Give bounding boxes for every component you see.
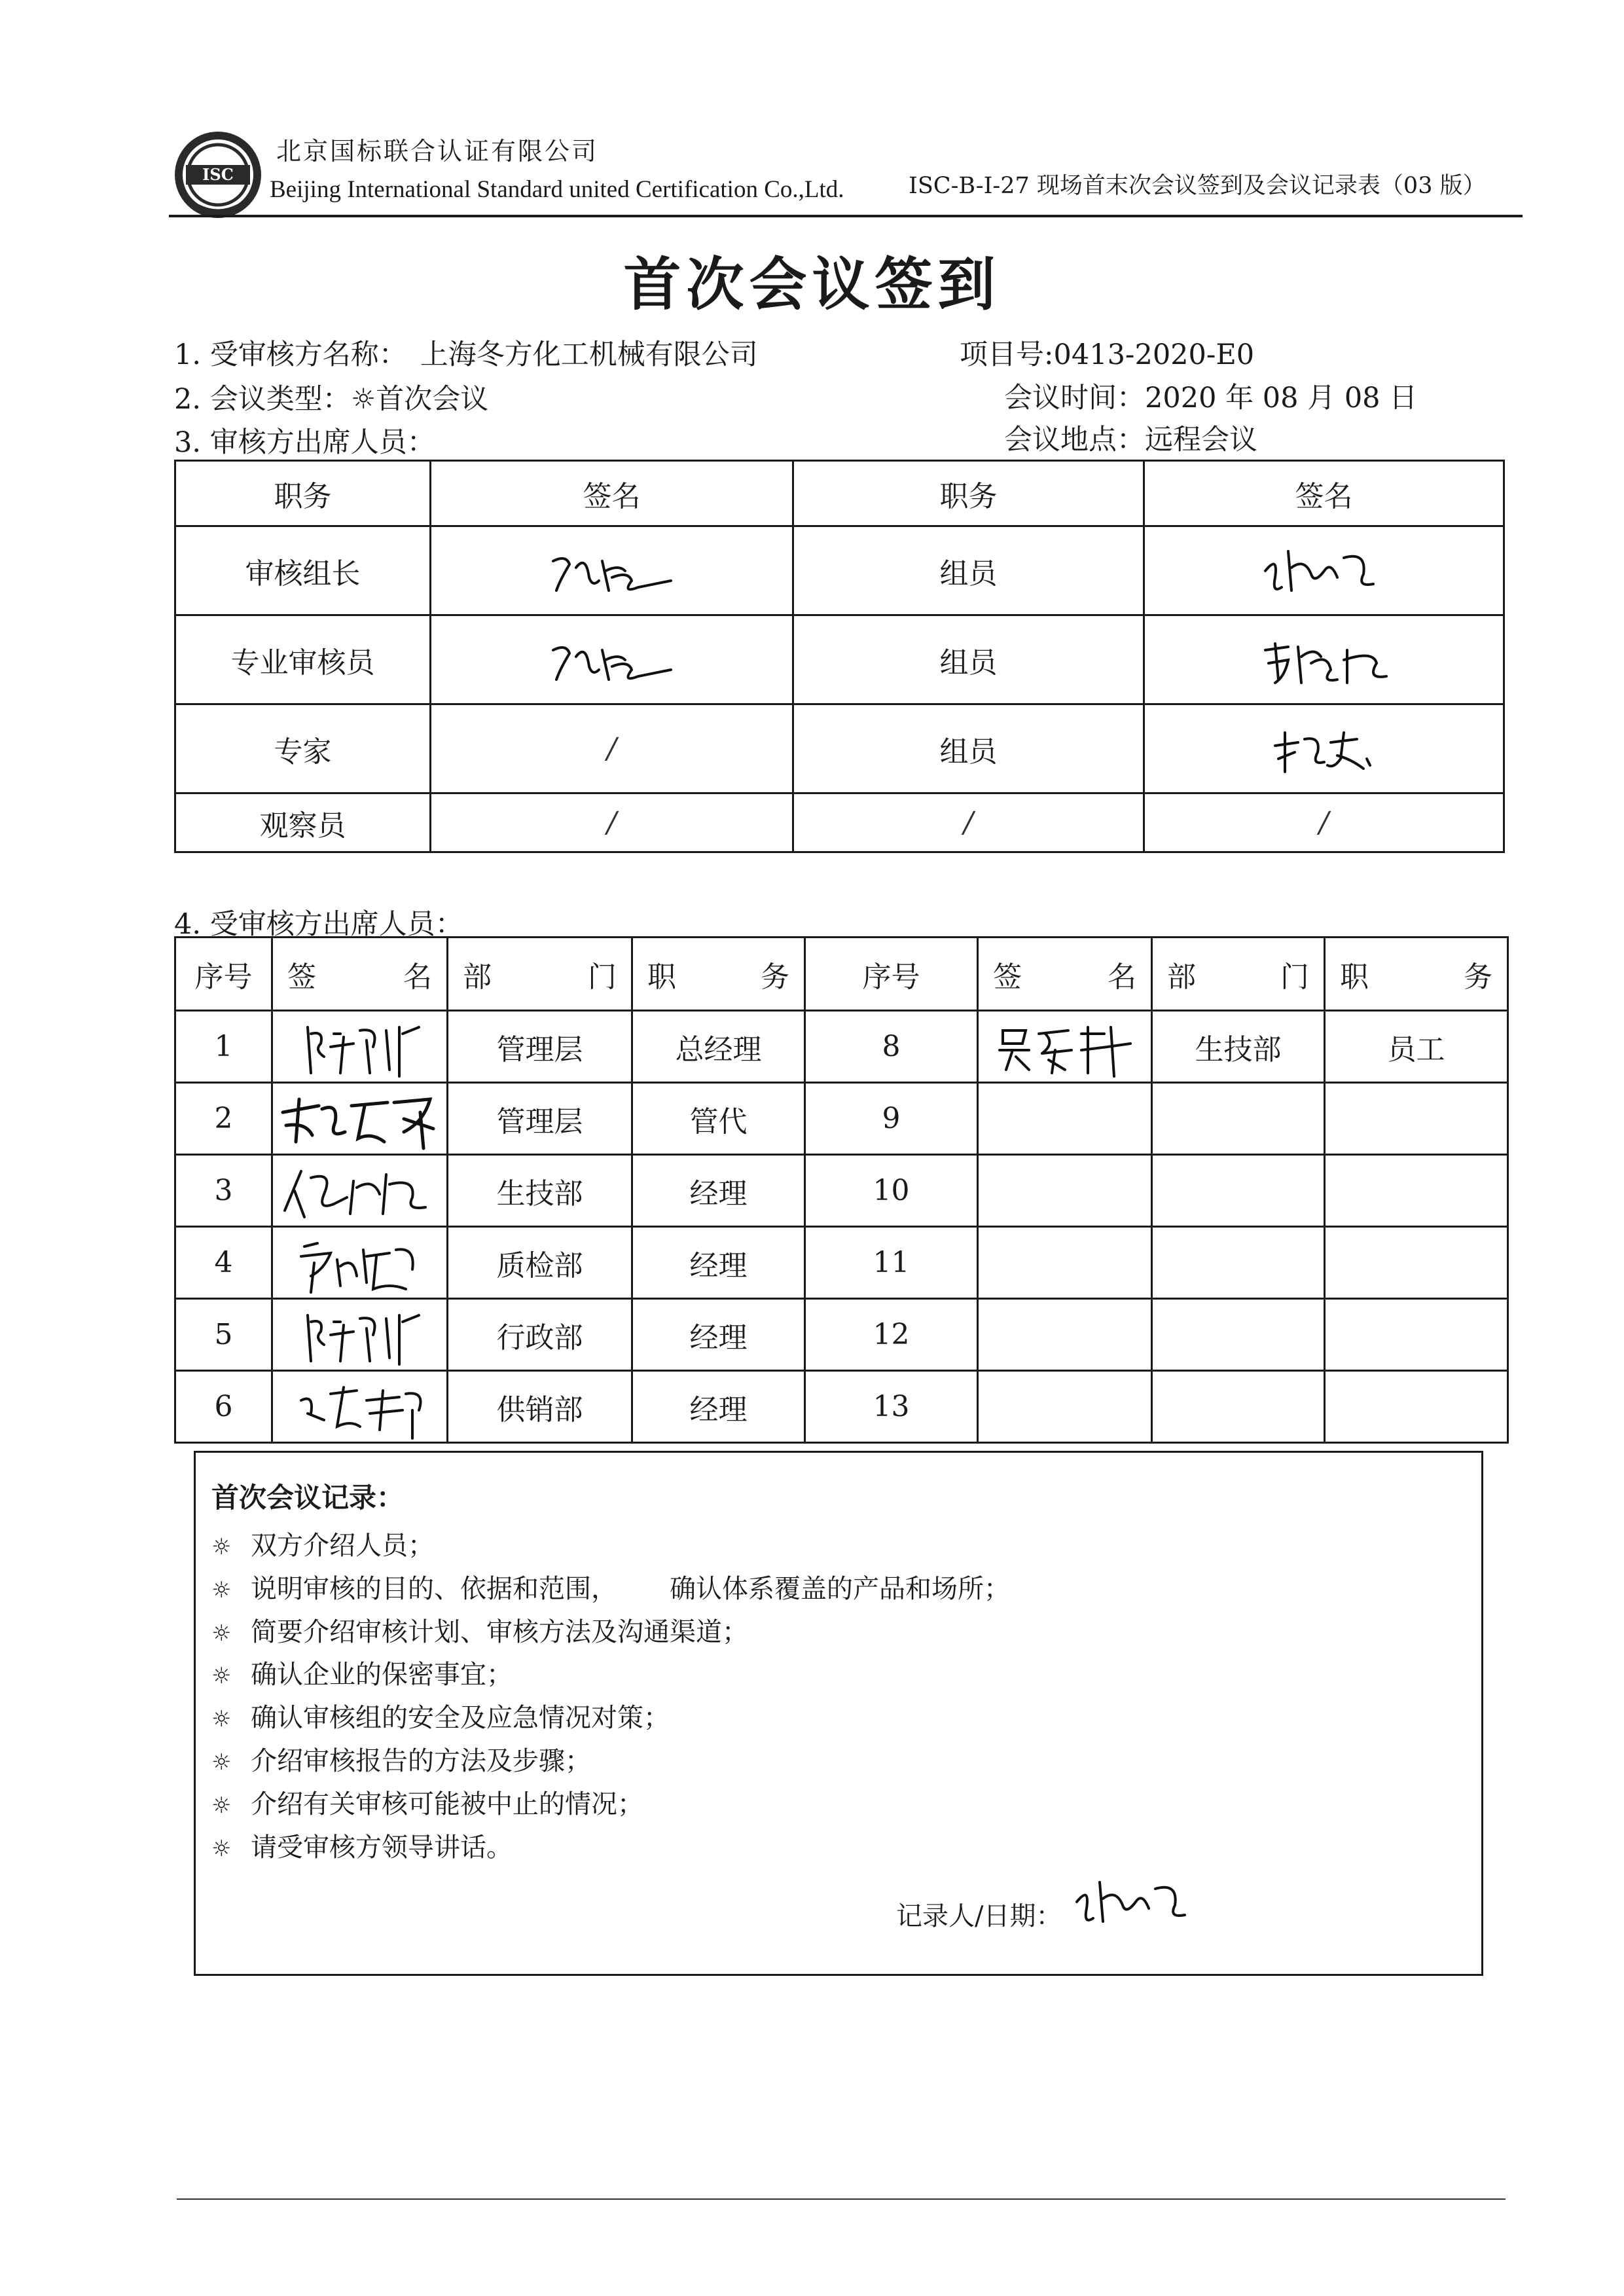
signature-cell (978, 1011, 1152, 1083)
header-signature: 签名 (431, 461, 793, 526)
auditee-attendees-label: 4. 受审核方出席人员： (174, 908, 463, 941)
handwritten-signature (540, 541, 684, 600)
signature-cell (978, 1299, 1152, 1371)
meeting-place-line (1004, 418, 1257, 458)
form-code: ISC-B-I-27 现场首末次会议签到及会议记录表（03 版） (909, 173, 1486, 199)
signature-cell: / (1144, 793, 1504, 852)
auditee-name-value: 上海冬方化工机械有限公司 (420, 338, 758, 371)
handwritten-signature (1252, 538, 1396, 604)
department-cell (1152, 1371, 1325, 1443)
role-cell: 组员 (793, 615, 1144, 704)
row-number: 12 (805, 1299, 978, 1371)
sun-bullet-icon: ☼ (211, 1663, 232, 1690)
position-cell: 经理 (632, 1227, 805, 1299)
department-cell: 供销部 (448, 1371, 632, 1443)
project-number-value: 0413-2020-E0 (1053, 338, 1255, 371)
position-cell (1325, 1371, 1508, 1443)
records-title: 首次会议记录： (211, 1482, 405, 1514)
row-number: 11 (805, 1227, 978, 1299)
table-row (175, 1155, 1508, 1227)
handwritten-signature (1259, 720, 1390, 778)
auditor-attendees-label: 3. 审核方出席人员： (174, 426, 435, 459)
table-row (175, 1011, 1508, 1083)
row-number: 13 (805, 1371, 978, 1443)
row-number: 2 (175, 1083, 272, 1155)
department-cell (1152, 1083, 1325, 1155)
signature-cell (978, 1227, 1152, 1299)
header-signature: 签 名 (272, 938, 448, 1011)
handwritten-signature (288, 1302, 432, 1368)
org-name-cn: 北京国标联合认证有限公司 (276, 137, 599, 166)
signature-cell (431, 526, 793, 615)
header-position: 职 务 (1325, 938, 1508, 1011)
table-row (175, 1083, 1508, 1155)
handwritten-signature (285, 1230, 435, 1296)
handwritten-signature (540, 630, 684, 689)
meeting-time-label: 会议时间： (1004, 382, 1145, 414)
role-cell: 审核组长 (175, 526, 431, 615)
role-cell: 观察员 (175, 793, 431, 852)
meeting-place-value: 远程会议 (1145, 424, 1257, 456)
handwritten-signature (285, 1374, 435, 1440)
signature-cell (272, 1155, 448, 1227)
meeting-type-line (174, 377, 488, 417)
handwritten-signature (273, 1086, 450, 1152)
auditee-name-line (174, 333, 758, 373)
logo-text: ISC (202, 165, 234, 184)
position-cell: 经理 (632, 1155, 805, 1227)
header-role: 职务 (175, 461, 431, 526)
signature-cell (1144, 526, 1504, 615)
row-number: 5 (175, 1299, 272, 1371)
department-cell: 质检部 (448, 1227, 632, 1299)
handwritten-signature (1249, 627, 1399, 693)
header-role: 职务 (793, 461, 1144, 526)
department-cell: 管理层 (448, 1011, 632, 1083)
position-cell: 员工 (1325, 1011, 1508, 1083)
sun-bullet-icon: ☼ (211, 1620, 232, 1647)
handwritten-signature (288, 1014, 432, 1080)
signature-cell (431, 615, 793, 704)
meeting-type-value: ☼首次会议 (350, 383, 489, 416)
list-item: ☼ 确认企业的保密事宜； (211, 1654, 1010, 1697)
row-number: 4 (175, 1227, 272, 1299)
department-cell (1152, 1227, 1325, 1299)
position-cell: 总经理 (632, 1011, 805, 1083)
records-item-extra: 确认体系覆盖的产品和场所； (670, 1573, 1010, 1604)
records-list (211, 1525, 1010, 1869)
department-cell: 生技部 (448, 1155, 632, 1227)
row-number: 1 (175, 1011, 272, 1083)
table-row (175, 1227, 1508, 1299)
meeting-type-label: 2. 会议类型： (174, 383, 351, 416)
sun-bullet-icon: ☼ (211, 1576, 232, 1603)
project-number-label: 项目号: (960, 338, 1054, 371)
role-cell: 组员 (793, 704, 1144, 793)
department-cell (1152, 1155, 1325, 1227)
header-department: 部 门 (448, 938, 632, 1011)
project-number-line (960, 333, 1254, 373)
table-row (175, 1299, 1508, 1371)
signature-cell: / (431, 704, 793, 793)
list-item: ☼ 说明审核的目的、依据和范围， 确认体系覆盖的产品和场所； (211, 1568, 1010, 1611)
signature-cell (978, 1083, 1152, 1155)
org-name-en: Beijing International Standard united Certification Co.,Ltd. (270, 176, 844, 203)
signature-cell: / (431, 793, 793, 852)
position-cell (1325, 1299, 1508, 1371)
table-row (175, 793, 1504, 852)
signature-cell (1144, 615, 1504, 704)
role-cell: 专家 (175, 704, 431, 793)
list-item: ☼ 介绍审核报告的方法及步骤； (211, 1740, 1010, 1783)
department-cell (1152, 1299, 1325, 1371)
department-cell: 生技部 (1152, 1011, 1325, 1083)
signature-cell (272, 1299, 448, 1371)
role-cell: 组员 (793, 526, 1144, 615)
row-number: 3 (175, 1155, 272, 1227)
list-item: ☼ 双方介绍人员； (211, 1525, 1010, 1568)
signature-cell (272, 1011, 448, 1083)
position-cell: 经理 (632, 1299, 805, 1371)
handwritten-signature (990, 1014, 1140, 1080)
meeting-place-label: 会议地点： (1004, 424, 1145, 456)
list-item: ☼ 请受审核方领导讲话。 (211, 1827, 1010, 1870)
auditor-attendance-table (174, 460, 1505, 853)
row-number: 10 (805, 1155, 978, 1227)
footer-divider (177, 2198, 1506, 2200)
isc-logo-icon (171, 128, 264, 221)
table-row (175, 1371, 1508, 1443)
recorder-label: 记录人/日期： (896, 1901, 1062, 1931)
handwritten-signature (1064, 1869, 1214, 1935)
signature-cell (1144, 704, 1504, 793)
auditee-name-label: 1. 受审核方名称： (174, 338, 407, 371)
position-cell: 经理 (632, 1371, 805, 1443)
table-header-row (175, 461, 1504, 526)
row-number: 6 (175, 1371, 272, 1443)
table-header-row (175, 938, 1508, 1011)
signature-cell (272, 1083, 448, 1155)
position-cell (1325, 1227, 1508, 1299)
page-title: 首次会议签到 (623, 251, 1001, 318)
sun-bullet-icon: ☼ (211, 1835, 232, 1862)
signature-cell (978, 1155, 1152, 1227)
table-row (175, 704, 1504, 793)
table-row (175, 615, 1504, 704)
header-signature: 签 名 (978, 938, 1152, 1011)
list-item: ☼ 介绍有关审核可能被中止的情况； (211, 1783, 1010, 1827)
signature-cell (272, 1227, 448, 1299)
list-item: ☼ 简要介绍审核计划、审核方法及沟通渠道； (211, 1611, 1010, 1654)
header-signature: 签名 (1144, 461, 1504, 526)
header-department: 部 门 (1152, 938, 1325, 1011)
handwritten-signature (275, 1158, 445, 1224)
department-cell: 管理层 (448, 1083, 632, 1155)
sun-bullet-icon: ☼ (211, 1534, 232, 1560)
department-cell: 行政部 (448, 1299, 632, 1371)
sun-bullet-icon: ☼ (211, 1749, 232, 1776)
sun-bullet-icon: ☼ (211, 1792, 232, 1819)
auditee-attendance-table (174, 936, 1509, 1444)
header-position: 职 务 (632, 938, 805, 1011)
meeting-time-line (1004, 376, 1417, 416)
meeting-records-box (194, 1451, 1483, 1976)
role-cell: 专业审核员 (175, 615, 431, 704)
role-cell: / (793, 793, 1144, 852)
position-cell: 管代 (632, 1083, 805, 1155)
table-row (175, 526, 1504, 615)
row-number: 9 (805, 1083, 978, 1155)
header-no: 序号 (175, 938, 272, 1011)
row-number: 8 (805, 1011, 978, 1083)
header-no: 序号 (805, 938, 978, 1011)
signature-cell (272, 1371, 448, 1443)
sun-bullet-icon: ☼ (211, 1706, 232, 1733)
list-item: ☼ 确认审核组的安全及应急情况对策； (211, 1697, 1010, 1740)
header-divider (169, 215, 1523, 217)
position-cell (1325, 1155, 1508, 1227)
signature-cell (978, 1371, 1152, 1443)
meeting-time-value: 2020 年 08 月 08 日 (1145, 382, 1418, 414)
position-cell (1325, 1083, 1508, 1155)
